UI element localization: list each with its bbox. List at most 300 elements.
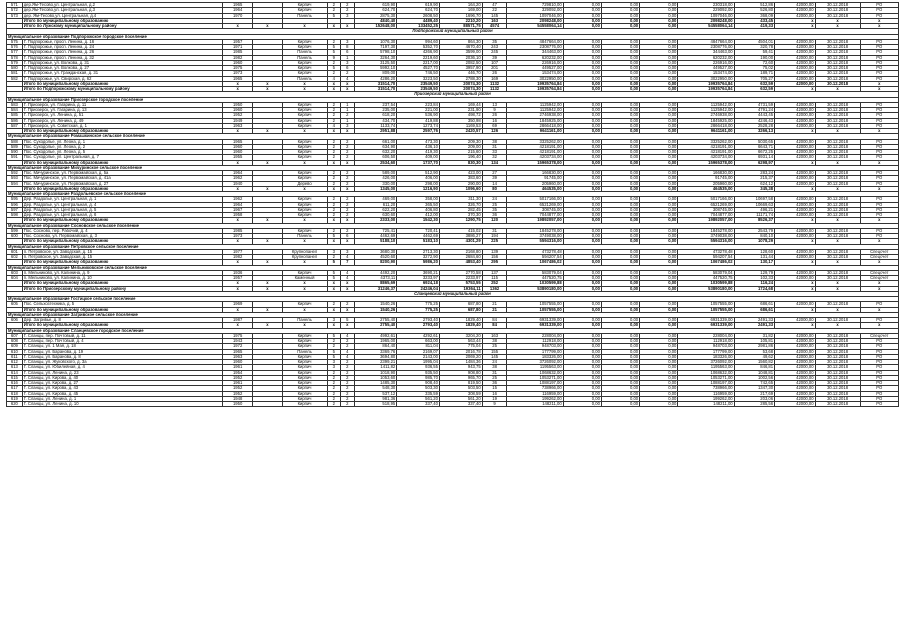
- table-cell: 632,59: [734, 81, 774, 86]
- table-cell: 5: [341, 318, 354, 323]
- table-cell: 1964: [222, 171, 252, 176]
- table-cell: 283,24: [734, 171, 774, 176]
- table-cell: 0,00: [563, 286, 601, 291]
- table-cell: 30.12.2018: [815, 45, 860, 50]
- table-cell: Кирпич: [282, 202, 327, 207]
- table-cell: 0,00: [601, 333, 639, 338]
- table-cell: 0,00: [640, 354, 678, 359]
- table-cell: 1057555,00: [507, 302, 563, 307]
- table-cell: 116959,00: [507, 391, 563, 396]
- address-cell: Итого по муниципальному образованию: [22, 81, 222, 86]
- table-cell: 0,00: [601, 176, 639, 181]
- table-cell: x: [775, 186, 815, 191]
- table-cell: 661,00: [354, 139, 397, 144]
- table-cell: 11171,74: [734, 213, 774, 218]
- table-cell: 0,00: [601, 391, 639, 396]
- table-cell: 4492,20: [354, 270, 397, 275]
- table-cell: 1940: [222, 181, 252, 186]
- table-cell: 610: [7, 349, 23, 354]
- address-cell: Дер. Раздолье, ул. Центральная, д. 6: [22, 213, 222, 218]
- address-cell: Г. Подпорожье, просп. Ленина, д. 26: [22, 50, 222, 55]
- table-cell: 0,00: [563, 8, 601, 13]
- table-cell: 199262,00: [678, 396, 734, 401]
- table-cell: Кирпич: [282, 354, 327, 359]
- table-cell: 285,56: [734, 402, 774, 407]
- table-cell: 0,00: [601, 87, 639, 92]
- table-cell: 201: [482, 66, 507, 71]
- table-cell: 2: [327, 207, 340, 212]
- table-cell: x: [282, 323, 327, 328]
- table-cell: x: [282, 160, 327, 165]
- table-cell: 42000,00: [775, 144, 815, 149]
- table-cell: 419,33: [734, 24, 774, 29]
- table-cell: x: [282, 218, 327, 223]
- table-cell: 42000,00: [775, 60, 815, 65]
- table-cell: 4: [327, 76, 340, 81]
- table-cell: 0,00: [640, 349, 678, 354]
- table-cell: 819,50: [439, 381, 482, 386]
- table-cell: РО: [860, 344, 898, 349]
- table-cell: 846,81: [734, 365, 774, 370]
- table-cell: 311,30: [439, 197, 482, 202]
- address-cell: Пос. Суходолье, ул. Леона, д. 1: [22, 139, 222, 144]
- table-cell: Кирпич: [282, 197, 327, 202]
- table-cell: 30.12.2018: [815, 108, 860, 113]
- address-cell: Г. Подпорожье, ул. Волкова, д. 31: [22, 60, 222, 65]
- table-cell: 5: [327, 234, 340, 239]
- table-cell: 3: [327, 365, 340, 370]
- table-cell: 42000,00: [775, 386, 815, 391]
- table-cell: 518,95: [354, 402, 397, 407]
- table-cell: 0,00: [563, 339, 601, 344]
- table-cell: 0,00: [640, 81, 678, 86]
- table-cell: 230318,00: [678, 3, 734, 8]
- address-cell: Г. Подпорожье, ул. Гражданская, д. 31: [22, 71, 222, 76]
- table-cell: Кирпич: [282, 171, 327, 176]
- table-cell: 9: [482, 402, 507, 407]
- table-cell: 0,00: [640, 207, 678, 212]
- table-cell: 4: [341, 276, 354, 281]
- table-cell: Панель: [282, 234, 327, 239]
- table-cell: x: [341, 218, 354, 223]
- table-cell: 36: [482, 381, 507, 386]
- table-cell: x: [253, 286, 282, 291]
- table-cell: 1057555,00: [678, 307, 734, 312]
- table-cell: 0,00: [563, 260, 601, 265]
- table-cell: 0,00: [640, 333, 678, 338]
- table-cell: 0,00: [601, 66, 639, 71]
- table-cell: 575: [7, 39, 23, 44]
- table-cell: x: [253, 218, 282, 223]
- table-cell: 5: [327, 260, 340, 265]
- address-cell: п. Петровское, ул. Заводская, д. 15: [22, 255, 222, 260]
- table-cell: x: [815, 87, 860, 92]
- table-cell: 131,44: [734, 255, 774, 260]
- table-cell: 1125942,00: [678, 108, 734, 113]
- table-cell: 42000,00: [775, 381, 815, 386]
- table-cell: 3886,27: [439, 234, 482, 239]
- table-cell: 594207,54: [678, 255, 734, 260]
- table-cell: РО: [860, 360, 898, 365]
- table-cell: 2308776,00: [678, 45, 734, 50]
- table-cell: 503,30: [397, 386, 440, 391]
- address-cell: Дер. Загривье, д. 8: [22, 318, 222, 323]
- table-cell: 30.12.2018: [815, 81, 860, 86]
- table-cell: 19935764,84: [507, 87, 563, 92]
- table-cell: 830,30: [439, 160, 482, 165]
- table-cell: 9: [327, 55, 340, 60]
- address-cell: Итого по муниципальному образованию: [22, 186, 222, 191]
- table-cell: 84: [482, 318, 507, 323]
- table-cell: 326,70: [439, 202, 482, 207]
- table-cell: x: [815, 239, 860, 244]
- table-cell: x: [222, 281, 252, 286]
- table-cell: 0,00: [563, 218, 601, 223]
- table-cell: 8: [341, 45, 354, 50]
- table-cell: x: [341, 307, 354, 312]
- address-cell: Г. Сланцы, пер. Почтовый, д. 4: [22, 339, 222, 344]
- table-cell: 591: [7, 155, 23, 160]
- address-cell: Г. Сланцы, ул. Кирова, д. 45: [22, 391, 222, 396]
- table-cell: 42000,00: [775, 228, 815, 233]
- table-cell: 0,00: [563, 102, 601, 107]
- table-cell: 0,00: [640, 171, 678, 176]
- table-cell: 226916,00: [678, 60, 734, 65]
- table-cell: 42000,00: [775, 118, 815, 123]
- table-cell: 0,00: [640, 181, 678, 186]
- table-cell: 1724,68: [734, 286, 774, 291]
- table-cell: 2: [341, 155, 354, 160]
- table-cell: 7197,30: [354, 45, 397, 50]
- section-title: Муниципальное образование Сланцевское городское поселение: [7, 328, 899, 333]
- address-cell: Г. Сланцы, ул. Ленина, д. 1: [22, 396, 222, 401]
- table-cell: 602: [7, 255, 23, 260]
- table-cell: 3: [341, 60, 354, 65]
- table-cell: 2793,40: [397, 318, 440, 323]
- table-cell: 49,62: [734, 354, 774, 359]
- table-cell: 2: [341, 8, 354, 13]
- address-cell: Г. Приозерск, ул. Ленина, д. 49: [22, 118, 222, 123]
- table-cell: Кирпич: [282, 144, 327, 149]
- table-cell: 0,00: [601, 181, 639, 186]
- table-cell: 59,41: [734, 50, 774, 55]
- table-cell: 30.12.2018: [815, 123, 860, 128]
- table-body: [7, 3, 899, 407]
- table-cell: 31514,70: [354, 81, 397, 86]
- table-cell: 88571,75: [439, 24, 482, 29]
- table-cell: 578: [7, 55, 23, 60]
- table-cell: 42000,00: [775, 207, 815, 212]
- table-cell: 0,00: [601, 349, 639, 354]
- table-cell: x: [815, 186, 860, 191]
- table-cell: x: [860, 307, 898, 312]
- table-cell: 0,00: [563, 307, 601, 312]
- address-cell: п. Мельниково, ул. Калинина, д. 9: [22, 270, 222, 275]
- table-cell: 2: [327, 339, 340, 344]
- table-cell: 42000,00: [775, 249, 815, 254]
- table-cell: 2420,57: [439, 129, 482, 134]
- table-cell: 620232,00: [507, 55, 563, 60]
- table-cell: 47: [482, 3, 507, 8]
- table-cell: 42000,00: [775, 71, 815, 76]
- table-cell: 2746938,00: [678, 113, 734, 118]
- table-cell: Кирпич: [282, 123, 327, 128]
- table-cell: 1952: [222, 375, 252, 380]
- table-cell: 0,00: [640, 8, 678, 13]
- table-cell: 632,20: [354, 150, 397, 155]
- table-cell: x: [860, 87, 898, 92]
- table-cell: 30.12.2018: [815, 302, 860, 307]
- table-cell: РО: [860, 228, 898, 233]
- table-cell: 1960: [222, 150, 252, 155]
- table-cell: 5: [327, 13, 340, 18]
- table-cell: x: [860, 129, 898, 134]
- table-cell: x: [282, 281, 327, 286]
- address-cell: Итого по Приозерскому муниципальному району: [22, 286, 222, 291]
- table-cell: Кирпич: [282, 360, 327, 365]
- district-title: Сланцевский муниципальный район: [7, 291, 899, 296]
- table-cell: 1958: [222, 213, 252, 218]
- table-cell: 0,00: [640, 176, 678, 181]
- table-cell: 30.12.2018: [815, 249, 860, 254]
- table-cell: 25: [482, 344, 507, 349]
- table-cell: 42000,00: [775, 102, 815, 107]
- table-cell: 0,00: [640, 150, 678, 155]
- table-cell: 2788,30: [439, 76, 482, 81]
- table-cell: 606,50: [354, 155, 397, 160]
- table-cell: 42000,00: [775, 176, 815, 181]
- table-cell: 0,00: [601, 144, 639, 149]
- table-cell: 4: [341, 255, 354, 260]
- table-cell: 19935764,84: [678, 81, 734, 86]
- table-cell: 0,00: [601, 239, 639, 244]
- table-cell: 0,00: [601, 102, 639, 107]
- table-cell: 30.12.2018: [815, 386, 860, 391]
- table-cell: 5594316,00: [507, 239, 563, 244]
- table-cell: 2528,28: [734, 123, 774, 128]
- table-cell: 2: [327, 113, 340, 118]
- table-cell: 0,00: [563, 66, 601, 71]
- table-cell: 2: [327, 181, 340, 186]
- table-cell: x: [815, 129, 860, 134]
- table-cell: 33: [482, 150, 507, 155]
- table-cell: 2: [327, 375, 340, 380]
- table-cell: 6931339,00: [678, 323, 734, 328]
- table-cell: 3599,00: [439, 50, 482, 55]
- table-cell: 0,00: [640, 202, 678, 207]
- table-cell: x: [341, 24, 354, 29]
- table-cell: 2: [327, 402, 340, 407]
- table-cell: 0,00: [563, 276, 601, 281]
- table-cell: 215,60: [439, 150, 482, 155]
- table-cell: Кирпич: [282, 71, 327, 76]
- table-cell: 2684,60: [439, 255, 482, 260]
- table-cell: 4791,24: [734, 108, 774, 113]
- table-cell: 24: [482, 360, 507, 365]
- table-cell: 742,65: [734, 381, 774, 386]
- table-cell: РО: [860, 150, 898, 155]
- table-cell: 75,02: [734, 66, 774, 71]
- table-cell: 30.12.2018: [815, 50, 860, 55]
- table-cell: x: [341, 87, 354, 92]
- table-cell: 30.12.2018: [815, 113, 860, 118]
- table-cell: Кирпич: [282, 402, 327, 407]
- table-cell: РО: [860, 349, 898, 354]
- table-cell: 0,00: [563, 270, 601, 275]
- table-cell: 6298,97: [734, 160, 774, 165]
- table-cell: 943,75: [439, 365, 482, 370]
- table-cell: 2: [341, 197, 354, 202]
- table-cell: 155: [482, 349, 507, 354]
- table-cell: 80: [482, 186, 507, 191]
- table-cell: 2: [341, 302, 354, 307]
- address-cell: Г. Сланцы, пер. Почтовый, д. 11: [22, 333, 222, 338]
- table-cell: x: [775, 307, 815, 312]
- address-cell: п. Мельниково, ул. Калинина, д. 10: [22, 276, 222, 281]
- table-cell: 0,00: [601, 71, 639, 76]
- address-cell: Г. Сланцы, ул. Ленина, д. 23: [22, 370, 222, 375]
- table-cell: 5798,10: [354, 50, 397, 55]
- table-cell: 23549,50: [397, 87, 440, 92]
- table-cell: 26: [482, 71, 507, 76]
- table-cell: 601: [7, 249, 23, 254]
- table-cell: 0,00: [640, 386, 678, 391]
- table-cell: 203,06: [734, 396, 774, 401]
- table-cell: 0,00: [601, 228, 639, 233]
- table-cell: 350,98: [439, 118, 482, 123]
- table-cell: x: [327, 87, 340, 92]
- table-cell: РО: [860, 302, 898, 307]
- table-cell: 223,84: [397, 102, 440, 107]
- table-cell: 30.12.2018: [815, 365, 860, 370]
- table-cell: 42000,00: [775, 354, 815, 359]
- table-cell: 3749038,00: [507, 234, 563, 239]
- table-cell: 0,00: [601, 354, 639, 359]
- table-cell: 965,70: [439, 375, 482, 380]
- table-cell: 2: [327, 391, 340, 396]
- table-cell: 433,45: [734, 18, 774, 23]
- table-cell: 112918,00: [507, 339, 563, 344]
- table-cell: 611: [7, 354, 23, 359]
- table-cell: 6931339,00: [507, 323, 563, 328]
- table-cell: 1982: [222, 255, 252, 260]
- table-cell: 2: [341, 139, 354, 144]
- table-cell: 72,60: [734, 60, 774, 65]
- table-cell: 2: [327, 176, 340, 181]
- table-cell: 2308776,00: [507, 45, 563, 50]
- table-cell: 228004,00: [507, 333, 563, 338]
- table-cell: 53890180,00: [507, 286, 563, 291]
- table-cell: 30.12.2018: [815, 171, 860, 176]
- table-cell: 31: [482, 370, 507, 375]
- table-cell: x: [253, 186, 282, 191]
- table-cell: 38: [482, 365, 507, 370]
- table-cell: 1273,74: [397, 123, 440, 128]
- table-cell: 609: [7, 344, 23, 349]
- table-cell: РО: [860, 365, 898, 370]
- table-cell: 2: [341, 344, 354, 349]
- table-cell: 31514,70: [354, 87, 397, 92]
- table-cell: 1975: [222, 333, 252, 338]
- table-cell: РО: [860, 76, 898, 81]
- address-cell: Итого по муниципальному образованию: [22, 281, 222, 286]
- table-cell: 2: [341, 176, 354, 181]
- table-cell: 130,17: [734, 260, 774, 265]
- table-cell: 1982: [222, 55, 252, 60]
- table-cell: 0,00: [601, 45, 639, 50]
- table-cell: 145: [482, 13, 507, 18]
- table-cell: 30.12.2018: [815, 60, 860, 65]
- table-cell: 1068632,00: [678, 370, 734, 375]
- table-cell: 0,00: [640, 102, 678, 107]
- table-cell: 581: [7, 71, 23, 76]
- table-cell: 19892057,00: [678, 218, 734, 223]
- table-cell: 0,00: [601, 213, 639, 218]
- table-cell: 994,60: [397, 39, 440, 44]
- table-cell: 16: [482, 391, 507, 396]
- table-cell: Кирпич: [282, 176, 327, 181]
- table-cell: 0,00: [563, 249, 601, 254]
- table-cell: 308745,00: [507, 207, 563, 212]
- table-cell: 1125942,00: [507, 108, 563, 113]
- table-cell: 209,00: [439, 144, 482, 149]
- table-cell: 30.12.2018: [815, 349, 860, 354]
- table-cell: 169,00: [439, 8, 482, 13]
- table-cell: 137: [482, 270, 507, 275]
- table-cell: 0,00: [640, 391, 678, 396]
- table-cell: 42000,00: [775, 8, 815, 13]
- table-cell: 1971: [222, 45, 252, 50]
- table-cell: 2082,50: [439, 60, 482, 65]
- table-cell: 243: [482, 45, 507, 50]
- table-cell: 512,90: [397, 171, 440, 176]
- table-cell: 42000,00: [775, 318, 815, 323]
- table-cell: 1954: [222, 370, 252, 375]
- table-cell: 3690,21: [397, 270, 440, 275]
- table-cell: 588: [7, 139, 23, 144]
- table-cell: 464535,00: [678, 186, 734, 191]
- table-cell: Кирпич: [282, 365, 327, 370]
- table-cell: x: [775, 286, 815, 291]
- table-cell: 620: [7, 402, 23, 407]
- table-cell: 587: [7, 123, 23, 128]
- table-cell: x: [860, 239, 898, 244]
- table-cell: 139: [482, 249, 507, 254]
- table-cell: 1960: [222, 144, 252, 149]
- table-cell: x: [282, 239, 327, 244]
- table-cell: 1961: [222, 365, 252, 370]
- table-cell: 25: [482, 202, 507, 207]
- table-cell: 2: [327, 8, 340, 13]
- table-cell: 42000,00: [775, 50, 815, 55]
- table-cell: 15: [482, 386, 507, 391]
- table-cell: 809,00: [354, 71, 397, 76]
- table-cell: 594: [7, 181, 23, 186]
- table-cell: 54558064,14: [678, 24, 734, 29]
- table-cell: 42000,00: [775, 66, 815, 71]
- table-cell: 0,00: [640, 55, 678, 60]
- table-cell: 116959,00: [678, 391, 734, 396]
- table-cell: РО: [860, 381, 898, 386]
- table-cell: Панель: [282, 13, 327, 18]
- table-cell: 0,00: [640, 108, 678, 113]
- address-cell: Дер. Раздолье, ул. Центральная, д. 4: [22, 202, 222, 207]
- table-cell: 0,00: [563, 255, 601, 260]
- table-cell: 2866418,00: [678, 123, 734, 128]
- table-cell: x: [282, 260, 327, 265]
- table-cell: 1829,40: [439, 323, 482, 328]
- table-cell: 23549,50: [397, 81, 440, 86]
